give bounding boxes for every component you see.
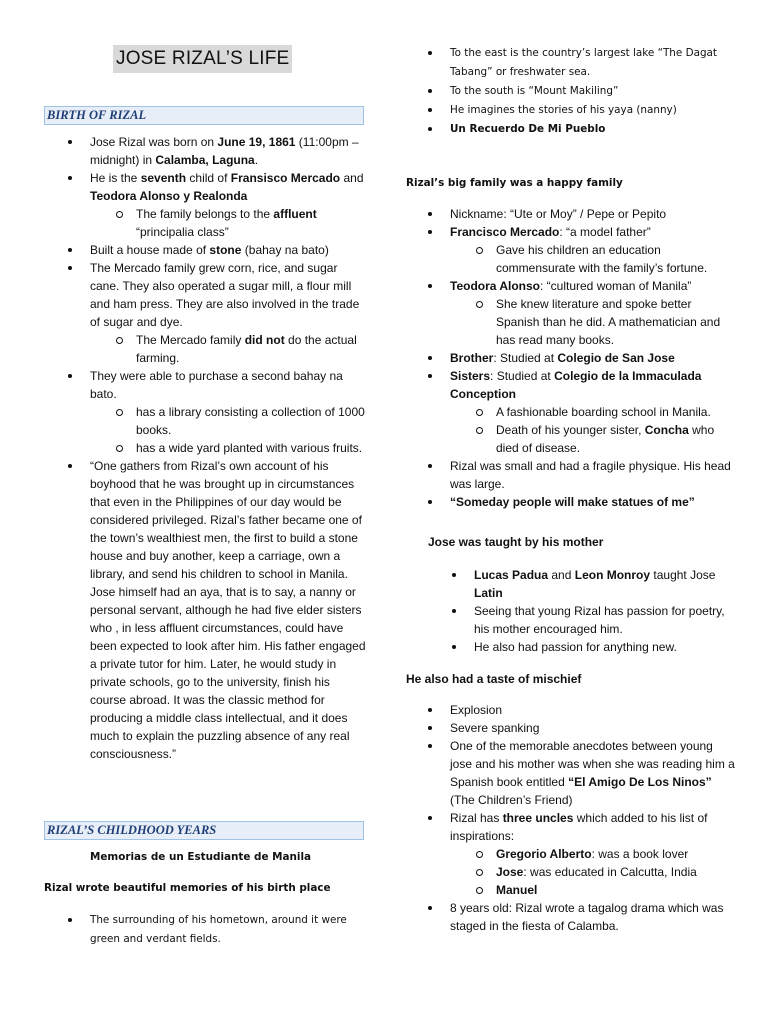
- page-title: JOSE RIZAL’S LIFE: [113, 45, 292, 73]
- sub-list-item: has a wide yard planted with various fruits.: [44, 439, 366, 457]
- sub-list-item: She knew literature and spoke better Spanish than he did. A mathematician and has read many books.: [404, 295, 734, 349]
- sub-list-item: Gregorio Alberto: was a book lover: [404, 845, 738, 863]
- list-item: Jose Rizal was born on June 19, 1861 (11:00pm – midnight) in Calamba, Laguna.: [44, 133, 366, 169]
- sub-list-item: Gave his children an education commensurate with the family’s fortune.: [404, 241, 734, 277]
- list-item: Seeing that young Rizal has passion for poetry, his mother encouraged him.: [428, 602, 738, 638]
- list-item: Rizal has three uncles which added to his list of inspirations:: [404, 809, 738, 845]
- list-item: “Someday people will make statues of me”: [404, 493, 734, 511]
- sub-list-item: Death of his younger sister, Concha who died of disease.: [404, 421, 734, 457]
- birthplace-list: [44, 911, 366, 949]
- mischief-list: [404, 701, 738, 935]
- list-item: Explosion: [404, 701, 738, 719]
- list-item: 8 years old: Rizal wrote a tagalog drama which was staged in the fiesta of Calamba.: [404, 899, 738, 935]
- sub-list-item: A fashionable boarding school in Manila.: [404, 403, 734, 421]
- list-item: He imagines the stories of his yaya (nanny): [404, 101, 734, 120]
- list-item: Lucas Padua and Leon Monroy taught Jose Latin: [428, 566, 738, 602]
- list-item: Severe spanking: [404, 719, 738, 737]
- sub-list-item: Manuel: [404, 881, 738, 899]
- list-item: To the east is the country’s largest lake “The Dagat Tabang” or freshwater sea.: [404, 44, 734, 82]
- section-heading-childhood: RIZAL’S CHILDHOOD YEARS: [44, 821, 364, 840]
- section-heading-birth: BIRTH OF RIZAL: [44, 106, 364, 125]
- birthplace-heading: Rizal wrote beautiful memories of his birth place: [44, 882, 331, 894]
- list-item: The Mercado family grew corn, rice, and sugar cane. They also operated a sugar mill, a flour mill and ham press. They are also involved in the trade of sugar and dye.: [44, 259, 366, 331]
- sub-list-item: Jose: was educated in Calcutta, India: [404, 863, 738, 881]
- list-item: He also had passion for anything new.: [428, 638, 738, 656]
- list-item: “One gathers from Rizal’s own account of his boyhood that he was brought up in circumstances that even in the Philippines of our day would be considered privileged. Rizal’s father became one of the town’s wealthiest men, the first to build a stone house and buy another, keep a carriage, own a library, and send his children to school in Manila. Jose himself had an aya, that is to say, a nanny or personal servant, although he had five elder sisters who , in less affluent circumstances, could have been expected to look after him. His father engaged a private tutor for him. Later, he would study in private schools, go to the university, finish his course abroad. It was the classic method for producing a middle class intellectual, and it does much to explain the puzzling absence of any real consciousness.”: [44, 457, 366, 763]
- list-item: Teodora Alonso: “cultured woman of Manila”: [404, 277, 734, 295]
- taught-list: [428, 566, 738, 656]
- sub-list-item: The Mercado family did not do the actual farming.: [44, 331, 366, 367]
- sub-list-item: has a library consisting a collection of 1000 books.: [44, 403, 366, 439]
- list-item: He is the seventh child of Fransisco Mercado and Teodora Alonso y Realonda: [44, 169, 366, 205]
- list-item: Francisco Mercado: “a model father”: [404, 223, 734, 241]
- family-list: [404, 205, 734, 511]
- list-item: To the south is “Mount Makiling”: [404, 82, 734, 101]
- list-item: Un Recuerdo De Mi Pueblo: [404, 120, 734, 139]
- memorias-heading: Memorias de un Estudiante de Manila: [90, 851, 312, 863]
- list-item: They were able to purchase a second bahay na bato.: [44, 367, 366, 403]
- list-item: Nickname: “Ute or Moy” / Pepe or Pepito: [404, 205, 734, 223]
- mischief-heading: He also had a taste of mischief: [406, 672, 582, 686]
- taught-heading: Jose was taught by his mother: [428, 535, 604, 549]
- list-item: Sisters: Studied at Colegio de la Immaculada Conception: [404, 367, 734, 403]
- sub-list-item: The family belongs to the affluent “principalia class”: [44, 205, 366, 241]
- list-item: Built a house made of stone (bahay na bato): [44, 241, 366, 259]
- birth-list: [44, 133, 366, 763]
- list-item: The surrounding of his hometown, around it were green and verdant fields.: [44, 911, 366, 949]
- list-item: One of the memorable anecdotes between young jose and his mother was when she was reading him a Spanish book entitled “El Amigo De Los Ninos” (The Children’s Friend): [404, 737, 738, 809]
- big-family-heading: Rizal’s big family was a happy family: [406, 177, 623, 189]
- birthplace-continued-list: [404, 44, 734, 139]
- list-item: Brother: Studied at Colegio de San Jose: [404, 349, 734, 367]
- list-item: Rizal was small and had a fragile physique. His head was large.: [404, 457, 734, 493]
